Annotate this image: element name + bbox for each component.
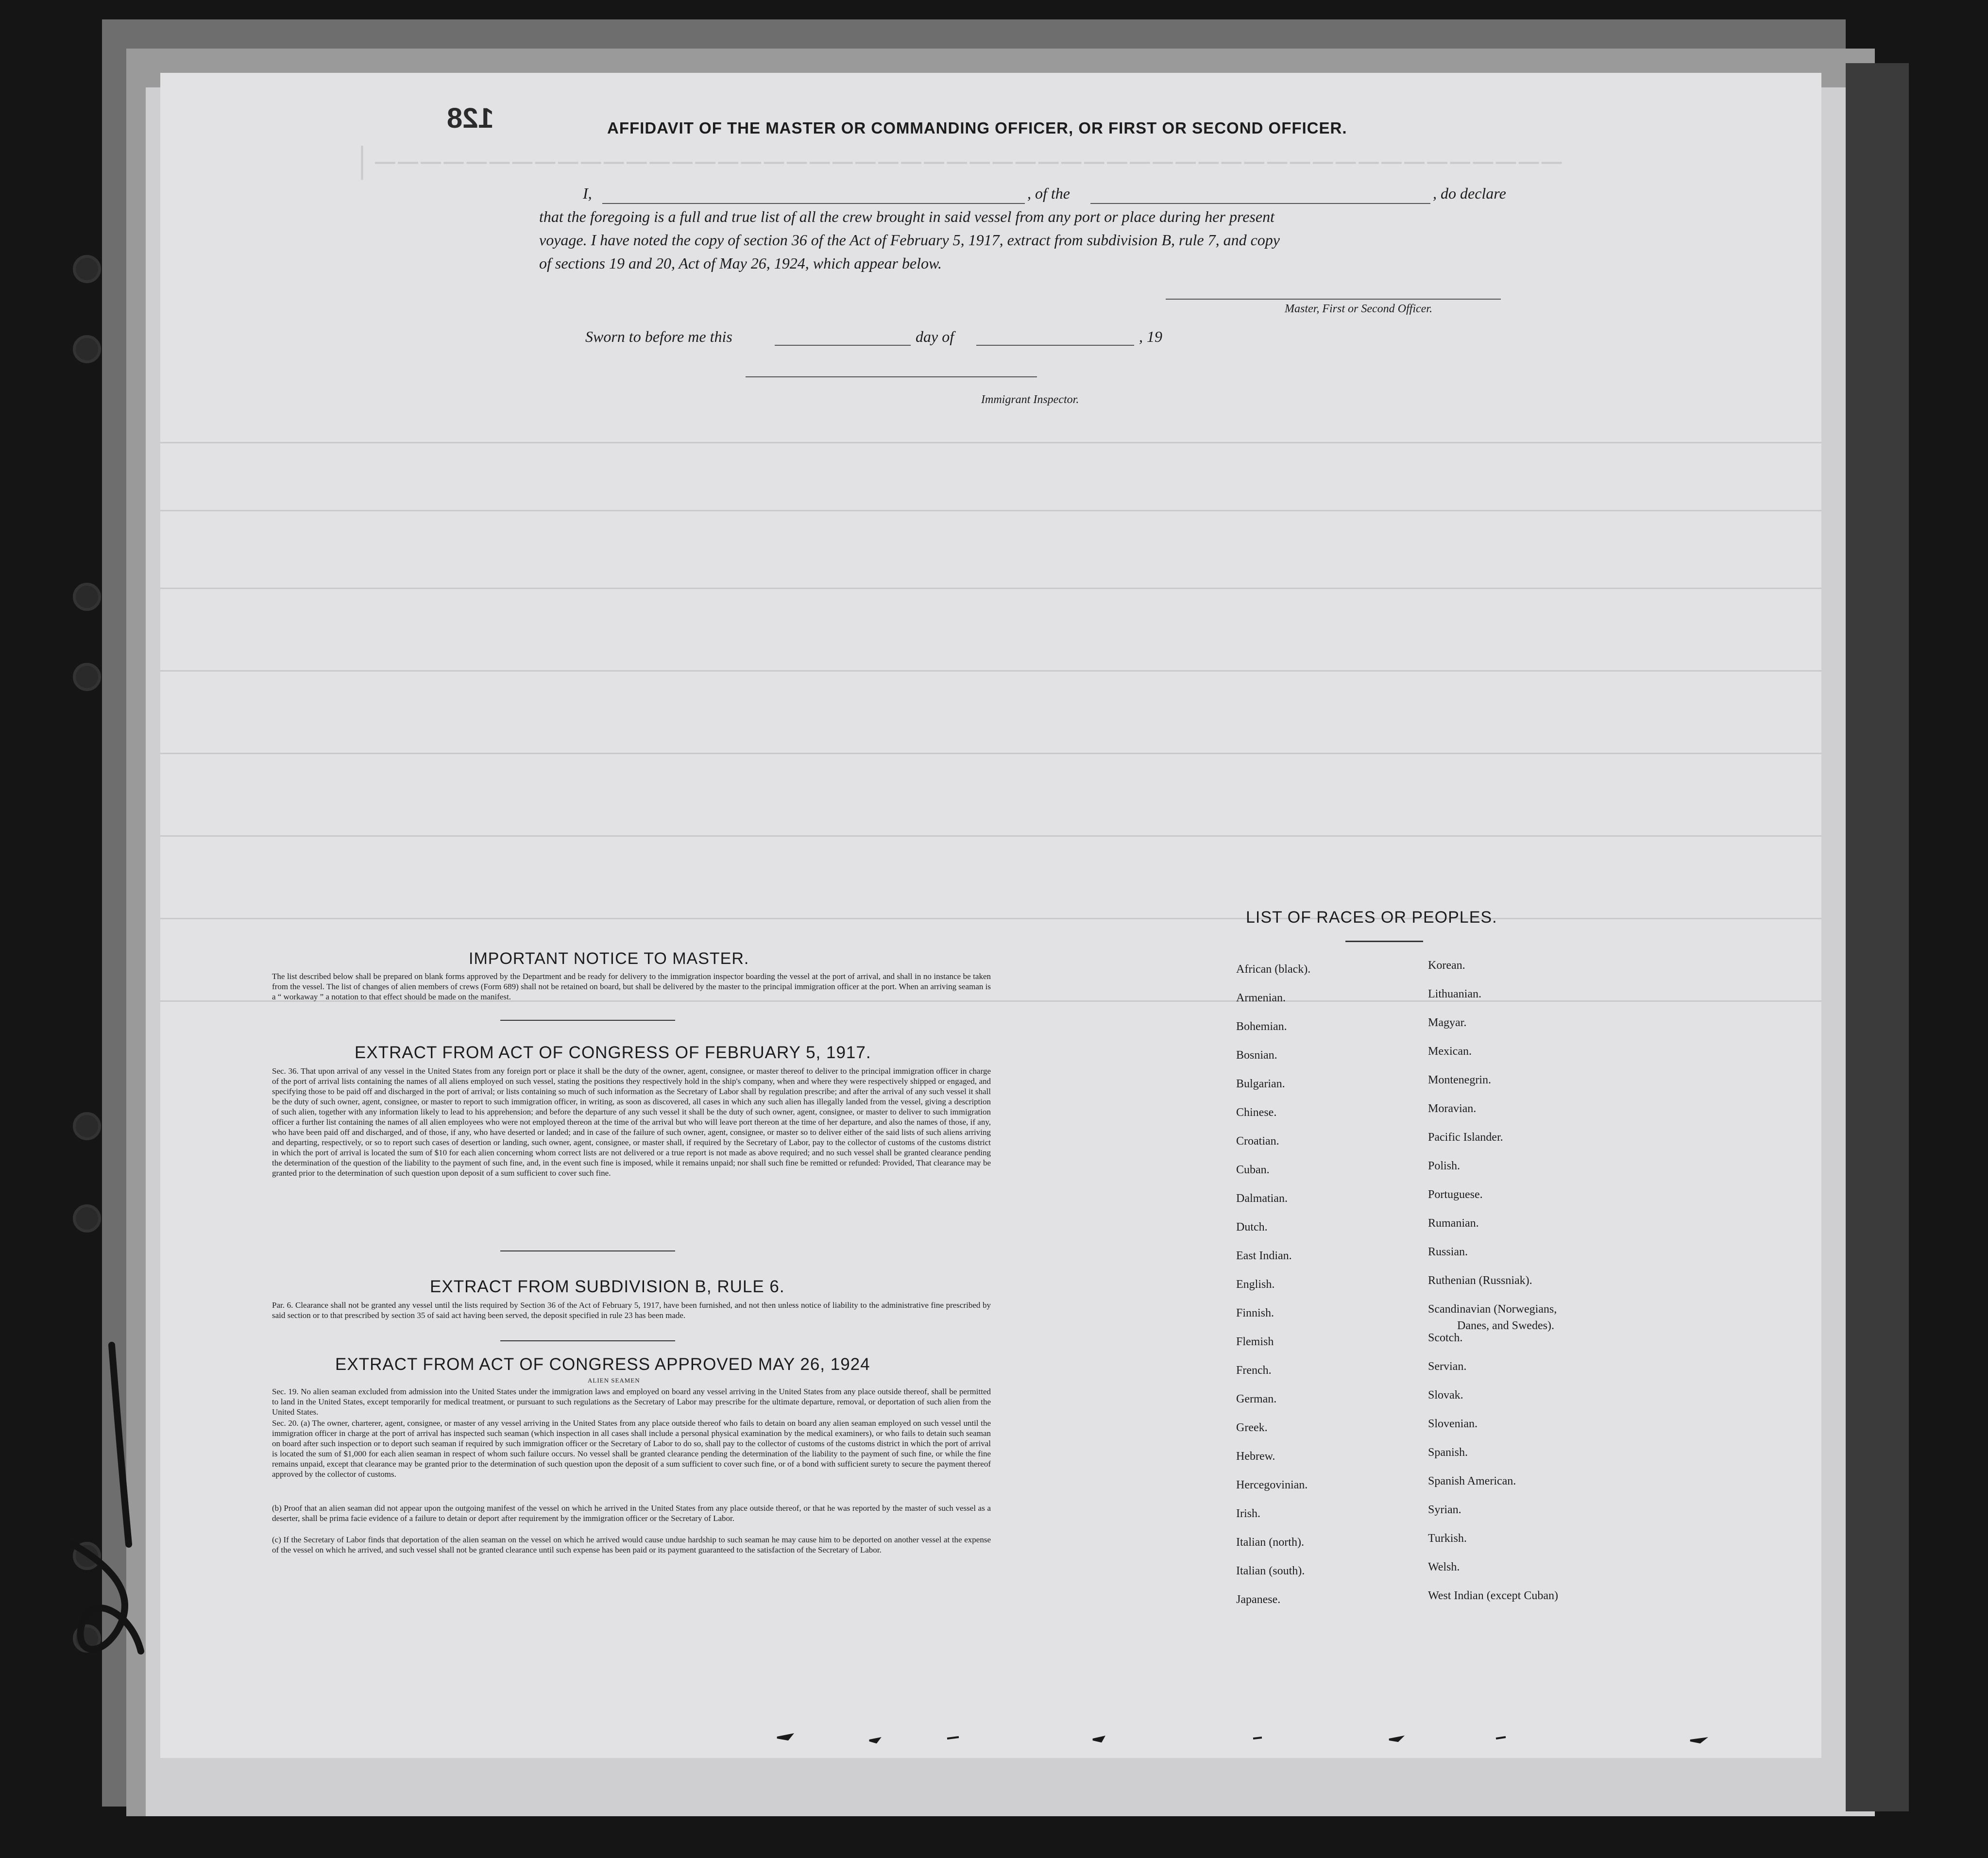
page-edge-shadow xyxy=(1846,63,1909,1811)
signature-label: Master, First or Second Officer. xyxy=(1285,303,1432,315)
notice-title: IMPORTANT NOTICE TO MASTER. xyxy=(469,949,749,968)
race-item: Moravian. xyxy=(1428,1102,1477,1115)
subdivision-title: EXTRACT FROM SUBDIVISION B, RULE 6. xyxy=(430,1277,785,1296)
extract-1917-title: EXTRACT FROM ACT OF CONGRESS OF FEBRUARY 5, 1917. xyxy=(355,1043,871,1062)
race-item: Bulgarian. xyxy=(1236,1078,1285,1090)
section-20c-body: (c) If the Secretary of Labor finds that deportation of the alien seaman on the vessel on which he arrived would cause undue hardship to such seaman he may cause him to be deported on another vessel at the expense of the vessel on which he arrived, and such vessel shall not be granted clearance until such expense has been paid or its payment guaranteed to the satisfaction of the Secretary of Labor. xyxy=(272,1535,991,1554)
race-item: Korean. xyxy=(1428,959,1465,972)
divider xyxy=(1345,941,1423,942)
race-item: Slovenian. xyxy=(1428,1418,1478,1430)
race-item: Spanish. xyxy=(1428,1446,1468,1459)
binder-hole-icon xyxy=(73,1204,101,1233)
race-item: English. xyxy=(1236,1278,1275,1291)
sworn-day-label: day of xyxy=(916,328,954,345)
divider xyxy=(500,1340,675,1341)
race-item: Servian. xyxy=(1428,1360,1467,1373)
race-item: Ruthenian (Russniak). xyxy=(1428,1274,1532,1287)
race-item: East Indian. xyxy=(1236,1250,1292,1262)
race-item: Croatian. xyxy=(1236,1135,1279,1148)
race-item: Magyar. xyxy=(1428,1016,1467,1029)
extract-1917-body: Sec. 36. That upon arrival of any vessel in the United States from any foreign port or place it shall be the duty of the owner, agent, consignee, or master thereof to deliver to the principal immigration officer in charge of the port of arrival lists containing the names of all aliens employed on such vessel, stating the positions they respectively hold in the ship's company, when and where they were respectively shipped or engaged, and specifying those to be paid off and discharged in the port of arrival; or lists containing so much of such information as the Secretary of Labor shall by regulation prescribe; and after the arrival of any such vessel it shall be the duty of such owner, agent, consignee, or master to report to such immigration officer, in writing, as soon as discovered, all cases in which any such alien has illegally landed from the vessel, giving a description of such alien, together with any information likely to lead to his apprehension; and before the departure of any such vessel it shall be the duty of such owner, agent, consignee, or master to deliver to such immigration officer a further list containing the names of all alien employees who were not employed thereon at the time of the arrival but who will leave port thereon at the time of her departure, and also the names of those, if any, who have been paid off and discharged, and of those, if any, who have deserted or landed; and in case of the failure of such owner, agent, consignee, or master so to deliver either of the said lists of such aliens arriving and departing, respectively, or so to report such cases of desertion or landing, such owner, agent, consignee, or master shall, if required by the Secretary of Labor, pay to the collector of customs of the customs district in which the port of arrival is located the sum of $10 for each alien concerning whom correct lists are not delivered or a true report is not made as above required; and no such vessel shall be granted clearance pending the determination of the question of the liability to the payment of such fine, and, in the event such fine is imposed, while it remains unpaid; nor shall such fine be remitted or refunded: Provided, That clearance may be granted prior to the determination of such question upon deposit of a sum sufficient to cover such fine. xyxy=(272,1066,991,1178)
section-20a-body: Sec. 20. (a) The owner, charterer, agent, consignee, or master of any vessel arriving in the United States from any place outside thereof who fails to detain on board any alien seaman employed on such vessel until the immigration officer in charge at the port of arrival has inspected such seaman (which inspection in all cases shall include a personal physical examination by the medical examiners), or who fails to detain such seaman on board after such inspection or to deport such seaman if required by such immigration officer or the Secretary of Labor to do so, shall pay to the collector of customs of the customs district in which the port of arrival is located the sum of $1,000 for each alien seaman in respect of whom such failure occurs. No vessel shall be granted clearance pending the determination of the liability to the payment of such fine, or while the fine remains unpaid, except that clearance may be granted prior to the determination of such question upon the deposit of a sum sufficient to cover such fine, or of a bond with sufficient surety to secure the payment thereof approved by the collector of customs. xyxy=(272,1419,991,1479)
race-item-continuation: Danes, and Swedes). xyxy=(1457,1319,1554,1332)
divider xyxy=(500,1250,675,1251)
race-item: Japanese. xyxy=(1236,1593,1281,1606)
race-item: Hercegovinian. xyxy=(1236,1479,1308,1491)
race-item: Bohemian. xyxy=(1236,1020,1287,1033)
race-item: Cuban. xyxy=(1236,1164,1270,1176)
race-item: Irish. xyxy=(1236,1507,1260,1520)
binder-hole-icon xyxy=(73,583,101,611)
race-item: Flemish xyxy=(1236,1335,1274,1348)
race-item: Polish. xyxy=(1428,1160,1461,1172)
race-item: Spanish American. xyxy=(1428,1475,1516,1487)
race-item: Syrian. xyxy=(1428,1503,1461,1516)
races-column-left xyxy=(1236,963,1310,1622)
race-item: Russian. xyxy=(1428,1246,1468,1258)
race-item: Scotch. xyxy=(1428,1332,1463,1344)
race-item: Hebrew. xyxy=(1236,1450,1275,1463)
races-title: LIST OF RACES OR PEOPLES. xyxy=(1246,908,1497,927)
binder-hole-icon xyxy=(73,255,101,283)
handwritten-scribble xyxy=(44,1340,155,1690)
binder-hole-icon xyxy=(73,663,101,691)
affidavit-declare-label: , do declare xyxy=(1433,185,1506,202)
affidavit-i-label: I, xyxy=(583,185,592,202)
race-item: French. xyxy=(1236,1364,1272,1377)
bleed-through-heading: │──────────────────────────────────────────────────── xyxy=(355,146,1565,178)
race-item: German. xyxy=(1236,1393,1277,1405)
sworn-year-label: , 19 xyxy=(1139,328,1162,345)
affidavit-text-line: that the foregoing is a full and true list of all the crew brought in said vessel from any port or place during her present xyxy=(539,208,1274,225)
signature-blank xyxy=(1166,299,1501,300)
section-20b-body: (b) Proof that an alien seaman did not appear upon the outgoing manifest of the vessel on which he arrived in the United States from any place outside thereof, or that he was reported by the master of such vessel as a deserter, shall be prima facie evidence of a failure to detain or deport after requirement by the immigration officer or the Secretary of Labor. xyxy=(272,1503,991,1523)
divider xyxy=(500,1020,675,1021)
subdivision-body: Par. 6. Clearance shall not be granted any vessel until the lists required by Section 36 of the Act of February 5, 1917, have been furnished, and not then unless notice of liability to the administrative fine prescribed by said section or to that prescribed by section 35 of said act having been served, the deposit specified in rule 23 has been made. xyxy=(272,1301,991,1320)
affidavit-of-the-label: , of the xyxy=(1027,185,1070,202)
race-item: Scandinavian (Norwegians, xyxy=(1428,1303,1557,1316)
sworn-day-blank xyxy=(775,345,911,346)
race-item: Montenegrin. xyxy=(1428,1074,1491,1086)
notice-body: The list described below shall be prepared on blank forms approved by the Department and be ready for delivery to the immigration inspector boarding the vessel at the port of arrival, and shall in no instance be taken from the vessel. The list of changes of alien members of crews (Form 689) shall not be retained on board, but shall be delivered by the master to the principal immigration officer at the port. When an arriving seaman is a “ workaway ” a notation to that effect should be made on the manifest. xyxy=(272,972,991,1001)
race-item: Pacific Islander. xyxy=(1428,1131,1503,1144)
page-number-stamp: 128 xyxy=(447,102,494,134)
inspector-signature-blank xyxy=(746,376,1037,377)
binder-hole-icon xyxy=(73,1112,101,1140)
race-item: Lithuanian. xyxy=(1428,988,1481,1000)
sworn-label: Sworn to before me this xyxy=(585,328,732,345)
inspector-label: Immigrant Inspector. xyxy=(981,393,1079,406)
race-item: Turkish. xyxy=(1428,1532,1467,1545)
affidavit-text-line: of sections 19 and 20, Act of May 26, 1924, which appear below. xyxy=(539,254,942,272)
vessel-name-blank xyxy=(1090,203,1430,204)
document-page xyxy=(160,73,1821,1758)
races-column-right xyxy=(1428,959,1558,1618)
section-19-body: Sec. 19. No alien seaman excluded from admission into the United States under the immigration laws and employed on board any vessel arriving in the United States from any place outside thereof, shall be permitted to land in the United States, except temporarily for medical treatment, or pursuant to such regulations as the Secretary of Labor may prescribe for the ultimate departure, removal, or deportation of such alien from the United States. xyxy=(272,1387,991,1417)
race-item: Italian (north). xyxy=(1236,1536,1304,1549)
race-item: Dutch. xyxy=(1236,1221,1268,1233)
race-item: African (black). xyxy=(1236,963,1311,976)
race-item: Chinese. xyxy=(1236,1106,1277,1119)
bottom-edge-marks xyxy=(160,1729,1821,1758)
binder-hole-icon xyxy=(73,335,101,363)
race-item: Slovak. xyxy=(1428,1389,1463,1402)
race-item: West Indian (except Cuban) xyxy=(1428,1589,1558,1602)
race-item: Mexican. xyxy=(1428,1045,1472,1058)
sworn-month-blank xyxy=(976,345,1134,346)
race-item: Bosnian. xyxy=(1236,1049,1277,1062)
race-item: Finnish. xyxy=(1236,1307,1274,1319)
race-item: Greek. xyxy=(1236,1421,1268,1434)
race-item: Dalmatian. xyxy=(1236,1192,1288,1205)
race-item: Armenian. xyxy=(1236,992,1286,1004)
race-item: Rumanian. xyxy=(1428,1217,1479,1230)
master-name-blank xyxy=(602,203,1025,204)
race-item: Italian (south). xyxy=(1236,1565,1305,1577)
affidavit-text-line: voyage. I have noted the copy of section 36 of the Act of February 5, 1917, extract from subdivision B, rule 7, and copy xyxy=(539,231,1280,249)
race-item: Portuguese. xyxy=(1428,1188,1483,1201)
extract-1924-title: EXTRACT FROM ACT OF CONGRESS APPROVED MAY 26, 1924 xyxy=(335,1355,870,1374)
affidavit-title: AFFIDAVIT OF THE MASTER OR COMMANDING OFFICER, OR FIRST OR SECOND OFFICER. xyxy=(607,119,1347,137)
extract-1924-subtitle: ALIEN SEAMEN xyxy=(588,1377,640,1384)
race-item: Welsh. xyxy=(1428,1561,1460,1573)
